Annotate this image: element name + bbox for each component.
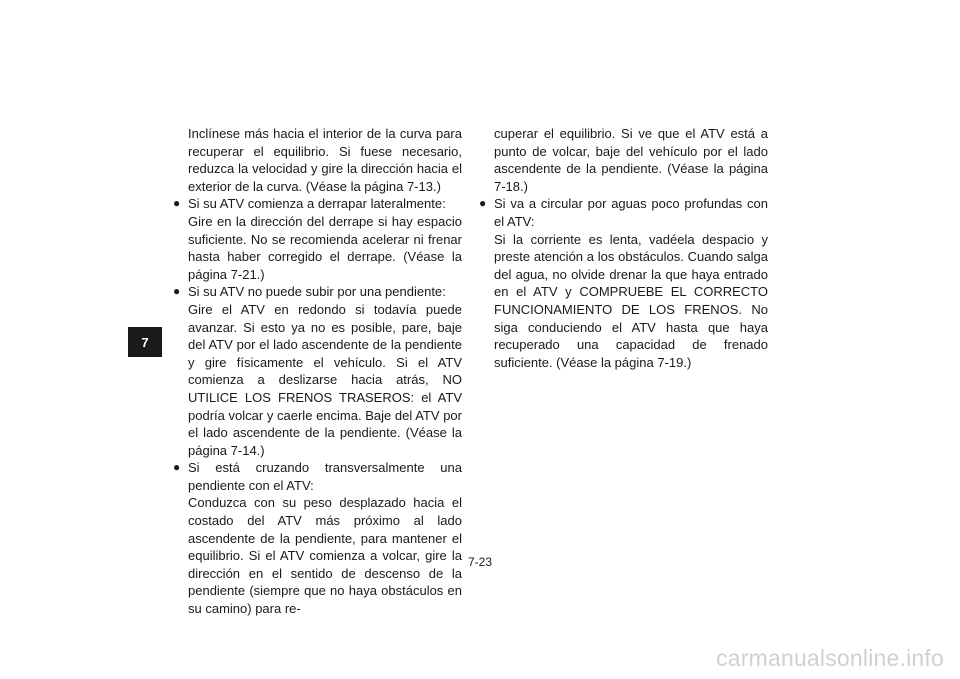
page-number: 7-23 — [467, 555, 493, 569]
bullet-item-skid — [173, 195, 462, 283]
bullet-dot-icon: ● — [173, 284, 181, 299]
bullet-body: Conduzca con su peso desplazado hacia el costado del ATV más próximo al lado ascendente de la pendiente, para mantener el equilibrio. Si el ATV comienza a volcar, gire la dirección en el sentido de descenso de la pendiente (siempre que no haya obstáculos en su camino) para re- — [188, 495, 462, 617]
bullet-item-water — [479, 195, 768, 371]
continuation-paragraph: Inclínese más hacia el interior de la curva para recuperar el equilibrio. Si fuese necesario, reduzca la velocidad y gire la dirección hacia el exterior de la curva. (Véase la página 7-13.) — [188, 126, 462, 194]
bullet-heading: Si está cruzando transversalmente una pendiente con el ATV: — [188, 460, 462, 493]
right-column — [479, 125, 768, 371]
continuation-paragraph: cuperar el equilibrio. Si ve que el ATV está a punto de volcar, baje del vehículo por el lado ascendente de la pendiente. (Véase la página 7-18.) — [494, 126, 768, 194]
bullet-item-traverse — [173, 459, 462, 617]
watermark-text: carmanualsonline.info — [716, 645, 944, 671]
bullet-heading: Si su ATV comienza a derrapar lateralmente: — [188, 196, 446, 212]
bullet-item-uphill — [173, 283, 462, 459]
bullet-heading: Si su ATV no puede subir por una pendiente: — [188, 284, 446, 300]
left-column — [173, 125, 462, 618]
bullet-dot-icon: ● — [479, 196, 487, 211]
bullet-dot-icon: ● — [173, 196, 181, 211]
bullet-body: Gire el ATV en redondo si todavía puede avanzar. Si esto ya no es posible, pare, baje del ATV por el lado ascendente de la pendiente y gire físicamente el vehículo. Si el ATV comienza a deslizarse hacia atrás, NO UTILICE LOS FRENOS TRASEROS: el ATV podría volcar y caerle encima. Baje del ATV por el lado ascendente de la pendiente. (Véase la página 7-14.) — [188, 301, 462, 458]
chapter-tab — [128, 327, 162, 357]
bullet-body: Si la corriente es lenta, vadéela despacio y preste atención a los obstáculos. Cuando salga del agua, no olvide drenar la que haya entrado en el ATV y COMPRUEBE EL CORRECTO FUNCIONAMIENTO DE LOS FRENOS. No siga conduciendo el ATV hasta que haya recuperado una capacidad de frenado suficiente. (Véase la página 7-19.) — [494, 231, 768, 370]
chapter-number: 7 — [141, 334, 149, 350]
bullet-heading: Si va a circular por aguas poco profundas con el ATV: — [494, 196, 768, 229]
bullet-dot-icon: ● — [173, 460, 181, 475]
bullet-body: Gire en la dirección del derrape si hay espacio suficiente. No se recomienda acelerar ni frenar hasta haber corregido el derrape. (Véase la página 7-21.) — [188, 213, 462, 282]
